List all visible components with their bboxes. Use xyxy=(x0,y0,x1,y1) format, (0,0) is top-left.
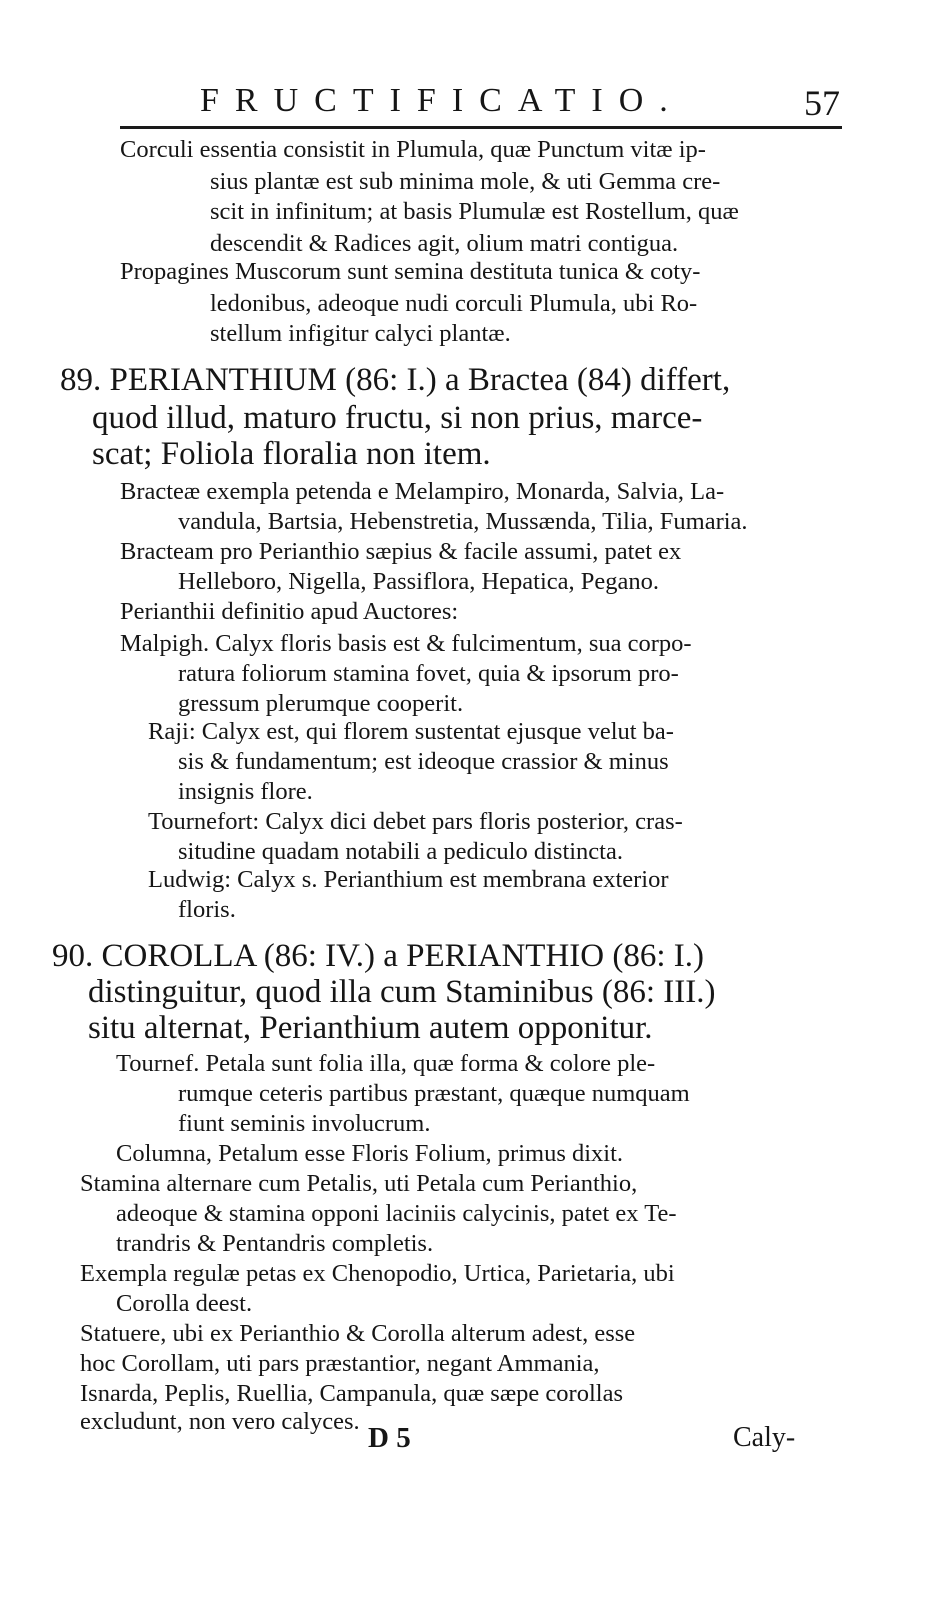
text-line: stellum infigitur calyci plantæ. xyxy=(210,320,511,347)
text-line: situ alternat, Perianthium autem opponitur. xyxy=(88,1010,653,1046)
text-line: excludunt, non vero calyces. xyxy=(80,1408,360,1435)
text-line: descendit & Radices agit, olium matri contigua. xyxy=(210,230,679,257)
text-line: fiunt seminis involucrum. xyxy=(178,1110,431,1137)
text-line: Columna, Petalum esse Floris Folium, primus dixit. xyxy=(116,1140,624,1167)
text-line: scat; Foliola floralia non item. xyxy=(92,436,491,472)
signature-mark: D 5 xyxy=(368,1422,411,1454)
text-line: Perianthii definitio apud Auctores: xyxy=(120,598,459,625)
text-line: floris. xyxy=(178,896,236,923)
text-line: scit in infinitum; at basis Plumulæ est Rostellum, quæ xyxy=(210,198,739,225)
page-header xyxy=(120,82,840,122)
text-line: sis & fundamentum; est ideoque crassior & minus xyxy=(178,748,669,775)
text-line: 90. COROLLA (86: IV.) a PERIANTHIO (86: I.) xyxy=(52,938,704,974)
text-line: rumque ceteris partibus præstant, quæque numquam xyxy=(178,1080,690,1107)
text-line: Exempla regulæ petas ex Chenopodio, Urtica, Parietaria, ubi xyxy=(80,1260,675,1287)
text-line: Corolla deest. xyxy=(116,1290,253,1317)
header-rule xyxy=(120,126,842,129)
text-line: trandris & Pentandris completis. xyxy=(116,1230,434,1257)
text-line: Tournef. Petala sunt folia illa, quæ forma & colore ple- xyxy=(116,1050,656,1077)
text-line: Ludwig: Calyx s. Perianthium est membrana exterior xyxy=(148,866,669,893)
text-line: Stamina alternare cum Petalis, uti Petala cum Perianthio, xyxy=(80,1170,638,1197)
text-line: 89. PERIANTHIUM (86: I.) a Bractea (84) differt, xyxy=(60,362,731,398)
running-title: FRUCTIFICATIO. xyxy=(200,82,684,119)
text-line: Tournefort: Calyx dici debet pars floris posterior, cras- xyxy=(148,808,683,835)
text-line: adeoque & stamina opponi laciniis calycinis, patet ex Te- xyxy=(116,1200,677,1227)
text-line: Helleboro, Nigella, Passiflora, Hepatica, Pegano. xyxy=(178,568,660,595)
text-line: quod illud, maturo fructu, si non prius, marce- xyxy=(92,400,703,436)
text-line: Bracteæ exempla petenda e Melampiro, Monarda, Salvia, La- xyxy=(120,478,725,505)
text-line: Statuere, ubi ex Perianthio & Corolla alterum adest, esse xyxy=(80,1320,636,1347)
text-line: hoc Corollam, uti pars præstantior, negant Ammania, xyxy=(80,1350,600,1377)
text-line: sius plantæ est sub minima mole, & uti Gemma cre- xyxy=(210,168,721,195)
text-line: Malpigh. Calyx floris basis est & fulcimentum, sua corpo- xyxy=(120,630,692,657)
text-line: situdine quadam notabili a pediculo distincta. xyxy=(178,838,623,865)
text-line: ledonibus, adeoque nudi corculi Plumula, ubi Ro- xyxy=(210,290,698,317)
text-line: Raji: Calyx est, qui florem sustentat ejusque velut ba- xyxy=(148,718,674,745)
text-line: Isnarda, Peplis, Ruellia, Campanula, quæ sæpe corollas xyxy=(80,1380,623,1407)
text-line: distinguitur, quod illa cum Staminibus (86: III.) xyxy=(88,974,716,1010)
page-number: 57 xyxy=(804,83,840,123)
text-line: Corculi essentia consistit in Plumula, quæ Punctum vitæ ip- xyxy=(120,136,706,163)
text-line: vandula, Bartsia, Hebenstretia, Mussænda, Tilia, Fumaria. xyxy=(178,508,748,535)
catchword: Caly- xyxy=(733,1422,796,1453)
text-line: Bracteam pro Perianthio sæpius & facile assumi, patet ex xyxy=(120,538,682,565)
text-line: gressum plerumque cooperit. xyxy=(178,690,464,717)
text-line: Propagines Muscorum sunt semina destituta tunica & coty- xyxy=(120,258,701,285)
text-line: insignis flore. xyxy=(178,778,313,805)
text-line: ratura foliorum stamina fovet, quia & ipsorum pro- xyxy=(178,660,679,687)
